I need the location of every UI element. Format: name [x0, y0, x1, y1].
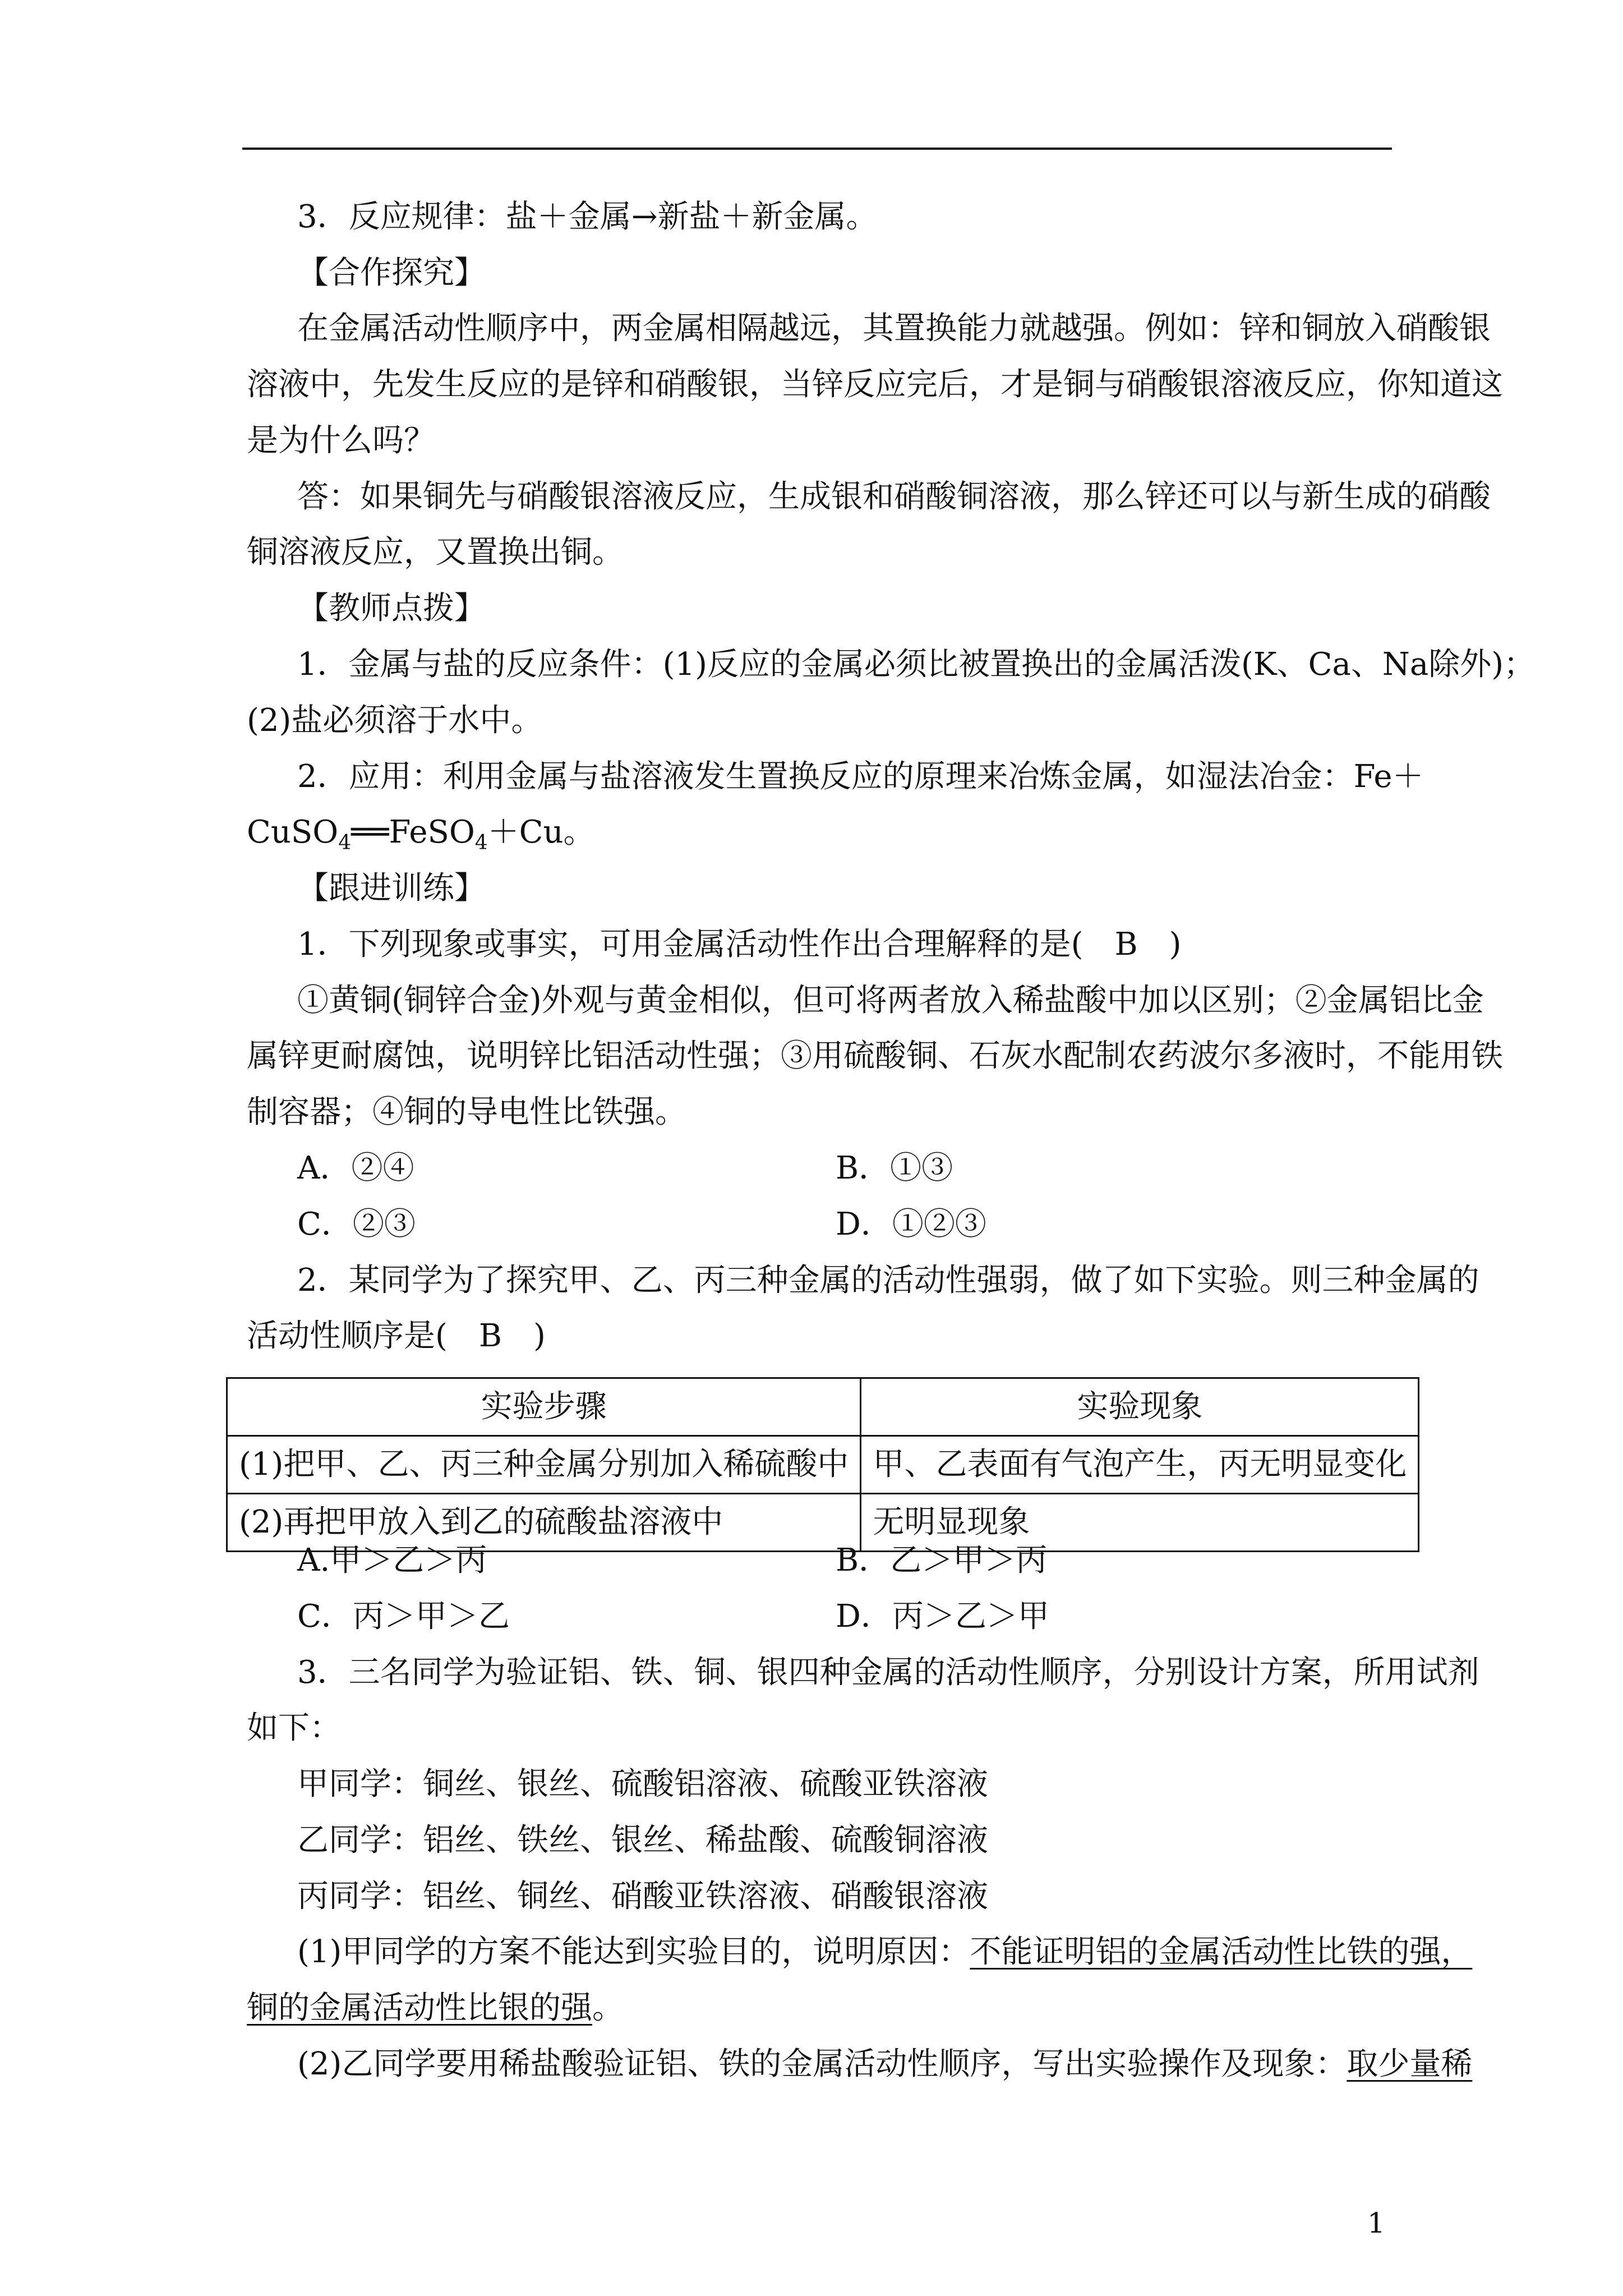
text-line: (2)盐必须溶于水中。 [247, 702, 543, 739]
formula-part: ══FeSO [351, 814, 475, 850]
text-line: 如下： [247, 1710, 341, 1746]
section-heading: 【教师点拨】 [297, 590, 486, 627]
text-line: 2．应用：利用金属与盐溶液发生置换反应的原理来冶炼金属，如湿法冶金：Fe＋ [297, 758, 1424, 795]
text-line: 属锌更耐腐蚀，说明锌比铝活动性强；③用硫酸铜、石灰水配制农药波尔多液时，不能用铁 [247, 1038, 1503, 1074]
punctuation: 。 [592, 1990, 624, 2026]
answer-text: 取少量稀 [1347, 2046, 1473, 2082]
page-number: 1 [1367, 2207, 1385, 2239]
text-line: 答：如果铜先与硝酸银溶液反应，生成银和硝酸铜溶液，那么锌还可以与新生成的硝酸 [297, 478, 1491, 515]
table-header: 实验步骤 [227, 1378, 861, 1436]
section-heading: 【合作探究】 [297, 255, 486, 291]
text-line: 是为什么吗？ [247, 422, 435, 459]
option-d: D．丙＞乙＞甲 [836, 1598, 1049, 1635]
option-d: D．①②③ [836, 1206, 986, 1243]
table-row [227, 1436, 1419, 1494]
table-cell: (2)再把甲放入到乙的硫酸盐溶液中 [227, 1494, 861, 1552]
table-cell: (1)把甲、乙、丙三种金属分别加入稀硫酸中 [227, 1436, 861, 1494]
text-line: 乙同学：铝丝、铁丝、银丝、稀盐酸、硫酸铜溶液 [297, 1822, 988, 1858]
table-header-row [227, 1378, 1419, 1436]
question-2: 2．某同学为了探究甲、乙、丙三种金属的活动性强弱，做了如下实验。则三种金属的 [297, 1262, 1479, 1299]
option-a: A.甲＞乙＞丙 [297, 1542, 487, 1579]
answer-text: 铜的金属活动性比银的强 [247, 1990, 592, 2026]
table-cell: 甲、乙表面有气泡产生，丙无明显变化 [861, 1436, 1419, 1494]
text-line: 溶液中，先发生反应的是锌和硝酸银，当锌反应完后，才是铜与硝酸银溶液反应，你知道这 [247, 366, 1503, 403]
question-text: (2)乙同学要用稀盐酸验证铝、铁的金属活动性顺序，写出实验操作及现象： [297, 2046, 1347, 2082]
text-line: 活动性顺序是( B ) [247, 1318, 546, 1354]
option-c: C．②③ [297, 1206, 416, 1243]
text-line: 丙同学：铝丝、铜丝、硝酸亚铁溶液、硝酸银溶液 [297, 1878, 988, 1915]
text-line: 在金属活动性顺序中，两金属相隔越远，其置换能力就越强。例如：锌和铜放入硝酸银 [297, 310, 1491, 347]
formula-subscript: 4 [338, 831, 352, 854]
table-cell: 无明显现象 [861, 1494, 1419, 1552]
formula-subscript: 4 [474, 831, 488, 854]
text-line: 铜溶液反应，又置换出铜。 [247, 534, 624, 570]
text-line [297, 1930, 1472, 1975]
text-line: 1．金属与盐的反应条件：(1)反应的金属必须比被置换出的金属活泼(K、Ca、Na除外)； [297, 646, 1536, 683]
formula-part: CuSO [247, 814, 339, 850]
section-heading: 【跟进训练】 [297, 870, 486, 907]
option-b: B．乙＞甲＞丙 [836, 1542, 1048, 1579]
question-3: 3．三名同学为验证铝、铁、铜、银四种金属的活动性顺序，分别设计方案，所用试剂 [297, 1654, 1479, 1691]
text-line [247, 1986, 624, 2031]
text-line: 甲同学：铜丝、银丝、硫酸铝溶液、硫酸亚铁溶液 [297, 1766, 988, 1802]
option-c: C．丙＞甲＞乙 [297, 1598, 510, 1635]
formula-part: ＋Cu。 [487, 814, 595, 850]
text-line: 制容器；④铜的导电性比铁强。 [247, 1094, 686, 1130]
text-line [297, 2042, 1472, 2087]
option-b: B．①③ [836, 1150, 953, 1186]
text-line: 3．反应规律：盐＋金属→新盐＋新金属。 [297, 199, 878, 235]
header-rule [242, 148, 1392, 150]
option-a: A．②④ [297, 1150, 414, 1186]
question-1: 1．下列现象或事实，可用金属活动性作出合理解释的是( B ) [297, 926, 1182, 963]
question-text: (1)甲同学的方案不能达到实验目的，说明原因： [297, 1934, 970, 1970]
table-header: 实验现象 [861, 1378, 1419, 1436]
text-line: ①黄铜(铜锌合金)外观与黄金相似，但可将两者放入稀盐酸中加以区别；②金属铝比金 [297, 982, 1484, 1019]
formula-line [247, 810, 595, 855]
experiment-table [226, 1377, 1419, 1552]
answer-text: 不能证明铝的金属活动性比铁的强， [970, 1934, 1473, 1970]
